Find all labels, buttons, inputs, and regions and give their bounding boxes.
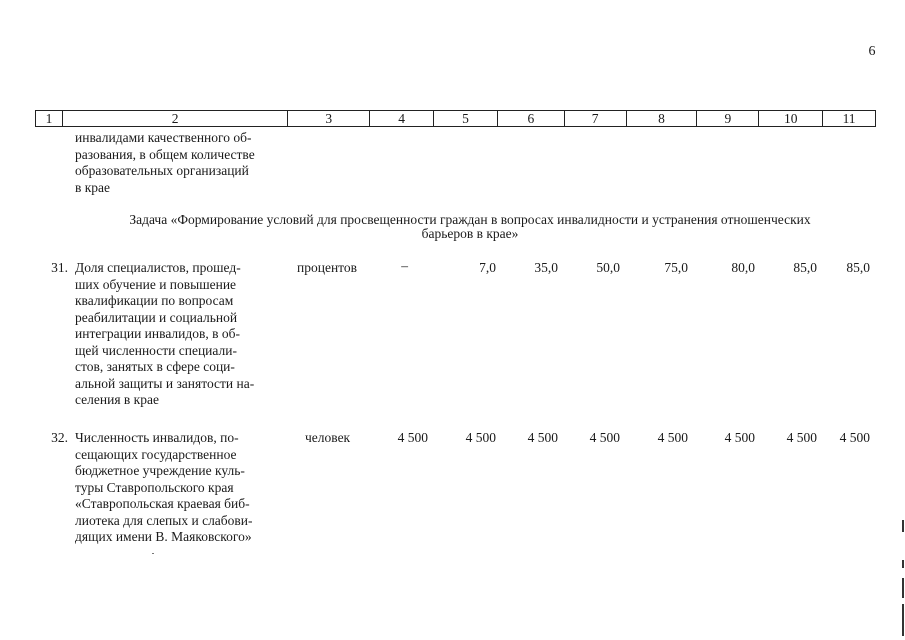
description-line: дящих имени В. Маяковского» — [75, 529, 252, 544]
header-col-5: 5 — [434, 111, 498, 126]
value-cell: – — [401, 258, 408, 273]
header-col-9: 9 — [697, 111, 759, 126]
continuation-line: инвалидами качественного об- — [75, 130, 252, 145]
continuation-line: разования, в общем количестве — [75, 146, 255, 162]
unit-cell: процентов — [297, 260, 358, 275]
scan-artifact-mark — [902, 520, 904, 532]
unit-cell: человек — [305, 430, 351, 445]
header-col-1: 1 — [36, 111, 63, 126]
header-col-2: 2 — [63, 111, 288, 126]
value-cell: 75,0 — [664, 260, 688, 275]
page-number: 6 — [868, 44, 876, 59]
task-heading-line: Задача «Формирование условий для просвещенности граждан в вопросах инвалидности и устранения отношенческих — [129, 212, 811, 227]
value-cell: 85,0 — [793, 260, 817, 275]
value-cell: 4 500 — [839, 430, 870, 445]
continuation-line: образовательных организаций — [75, 163, 249, 178]
continuation-text — [75, 130, 283, 196]
description-line: интеграции инвалидов, в об- — [75, 326, 240, 341]
header-col-10: 10 — [759, 111, 823, 126]
header-col-11: 11 — [842, 111, 856, 126]
row-number: 31. — [51, 260, 68, 275]
value-cell: 4 500 — [657, 430, 688, 445]
description-line: квалификации по вопросам — [75, 293, 234, 308]
table-header-row — [35, 110, 876, 127]
header-col-4: 4 — [370, 111, 434, 126]
description-line: сещающих государственное — [75, 446, 237, 462]
row-description — [75, 430, 283, 546]
description-line: стов, занятых в сфере соци- — [75, 359, 235, 374]
scan-artifact-mark — [902, 578, 904, 598]
continuation-line: в крае — [75, 179, 111, 195]
row-number: 32. — [51, 430, 68, 445]
description-line: ших обучение и повышение — [75, 276, 237, 292]
header-col-7: 7 — [565, 111, 627, 126]
task-heading-line: барьеров в крае» — [421, 225, 519, 241]
value-cell: 80,0 — [731, 260, 755, 275]
value-cell: 4 500 — [786, 430, 817, 445]
row-description — [75, 260, 283, 409]
header-col-3: 3 — [288, 111, 370, 126]
description-line: «Ставропольская краевая биб- — [75, 496, 250, 511]
description-line: альной защиты и занятости на- — [75, 375, 255, 391]
task-heading — [60, 212, 880, 242]
scan-artifact-mark — [902, 560, 904, 568]
value-cell: 4 500 — [724, 430, 755, 445]
header-col-8: 8 — [627, 111, 698, 126]
description-line: лиотека для слепых и слабови- — [75, 512, 253, 528]
description-line: реабилитации и социальной — [75, 309, 238, 325]
description-line: селения в крае — [75, 392, 159, 407]
value-cell: 4 500 — [397, 430, 428, 445]
scan-artifact-dot — [152, 553, 154, 554]
header-col-6: 6 — [498, 111, 565, 126]
value-cell: 4 500 — [589, 430, 620, 445]
value-cell: 7,0 — [479, 260, 496, 275]
value-cell: 4 500 — [527, 430, 558, 445]
value-cell: 50,0 — [596, 260, 620, 275]
description-line: Доля специалистов, прошед- — [75, 260, 241, 275]
description-line: бюджетное учреждение куль- — [75, 463, 245, 478]
description-line: туры Ставропольского края — [75, 479, 234, 495]
value-cell: 4 500 — [465, 430, 496, 445]
scan-artifact-mark — [902, 604, 904, 636]
description-line: щей численности специали- — [75, 342, 237, 358]
value-cell: 85,0 — [846, 260, 870, 275]
value-cell: 35,0 — [534, 260, 558, 275]
description-line: Численность инвалидов, по- — [75, 430, 239, 445]
